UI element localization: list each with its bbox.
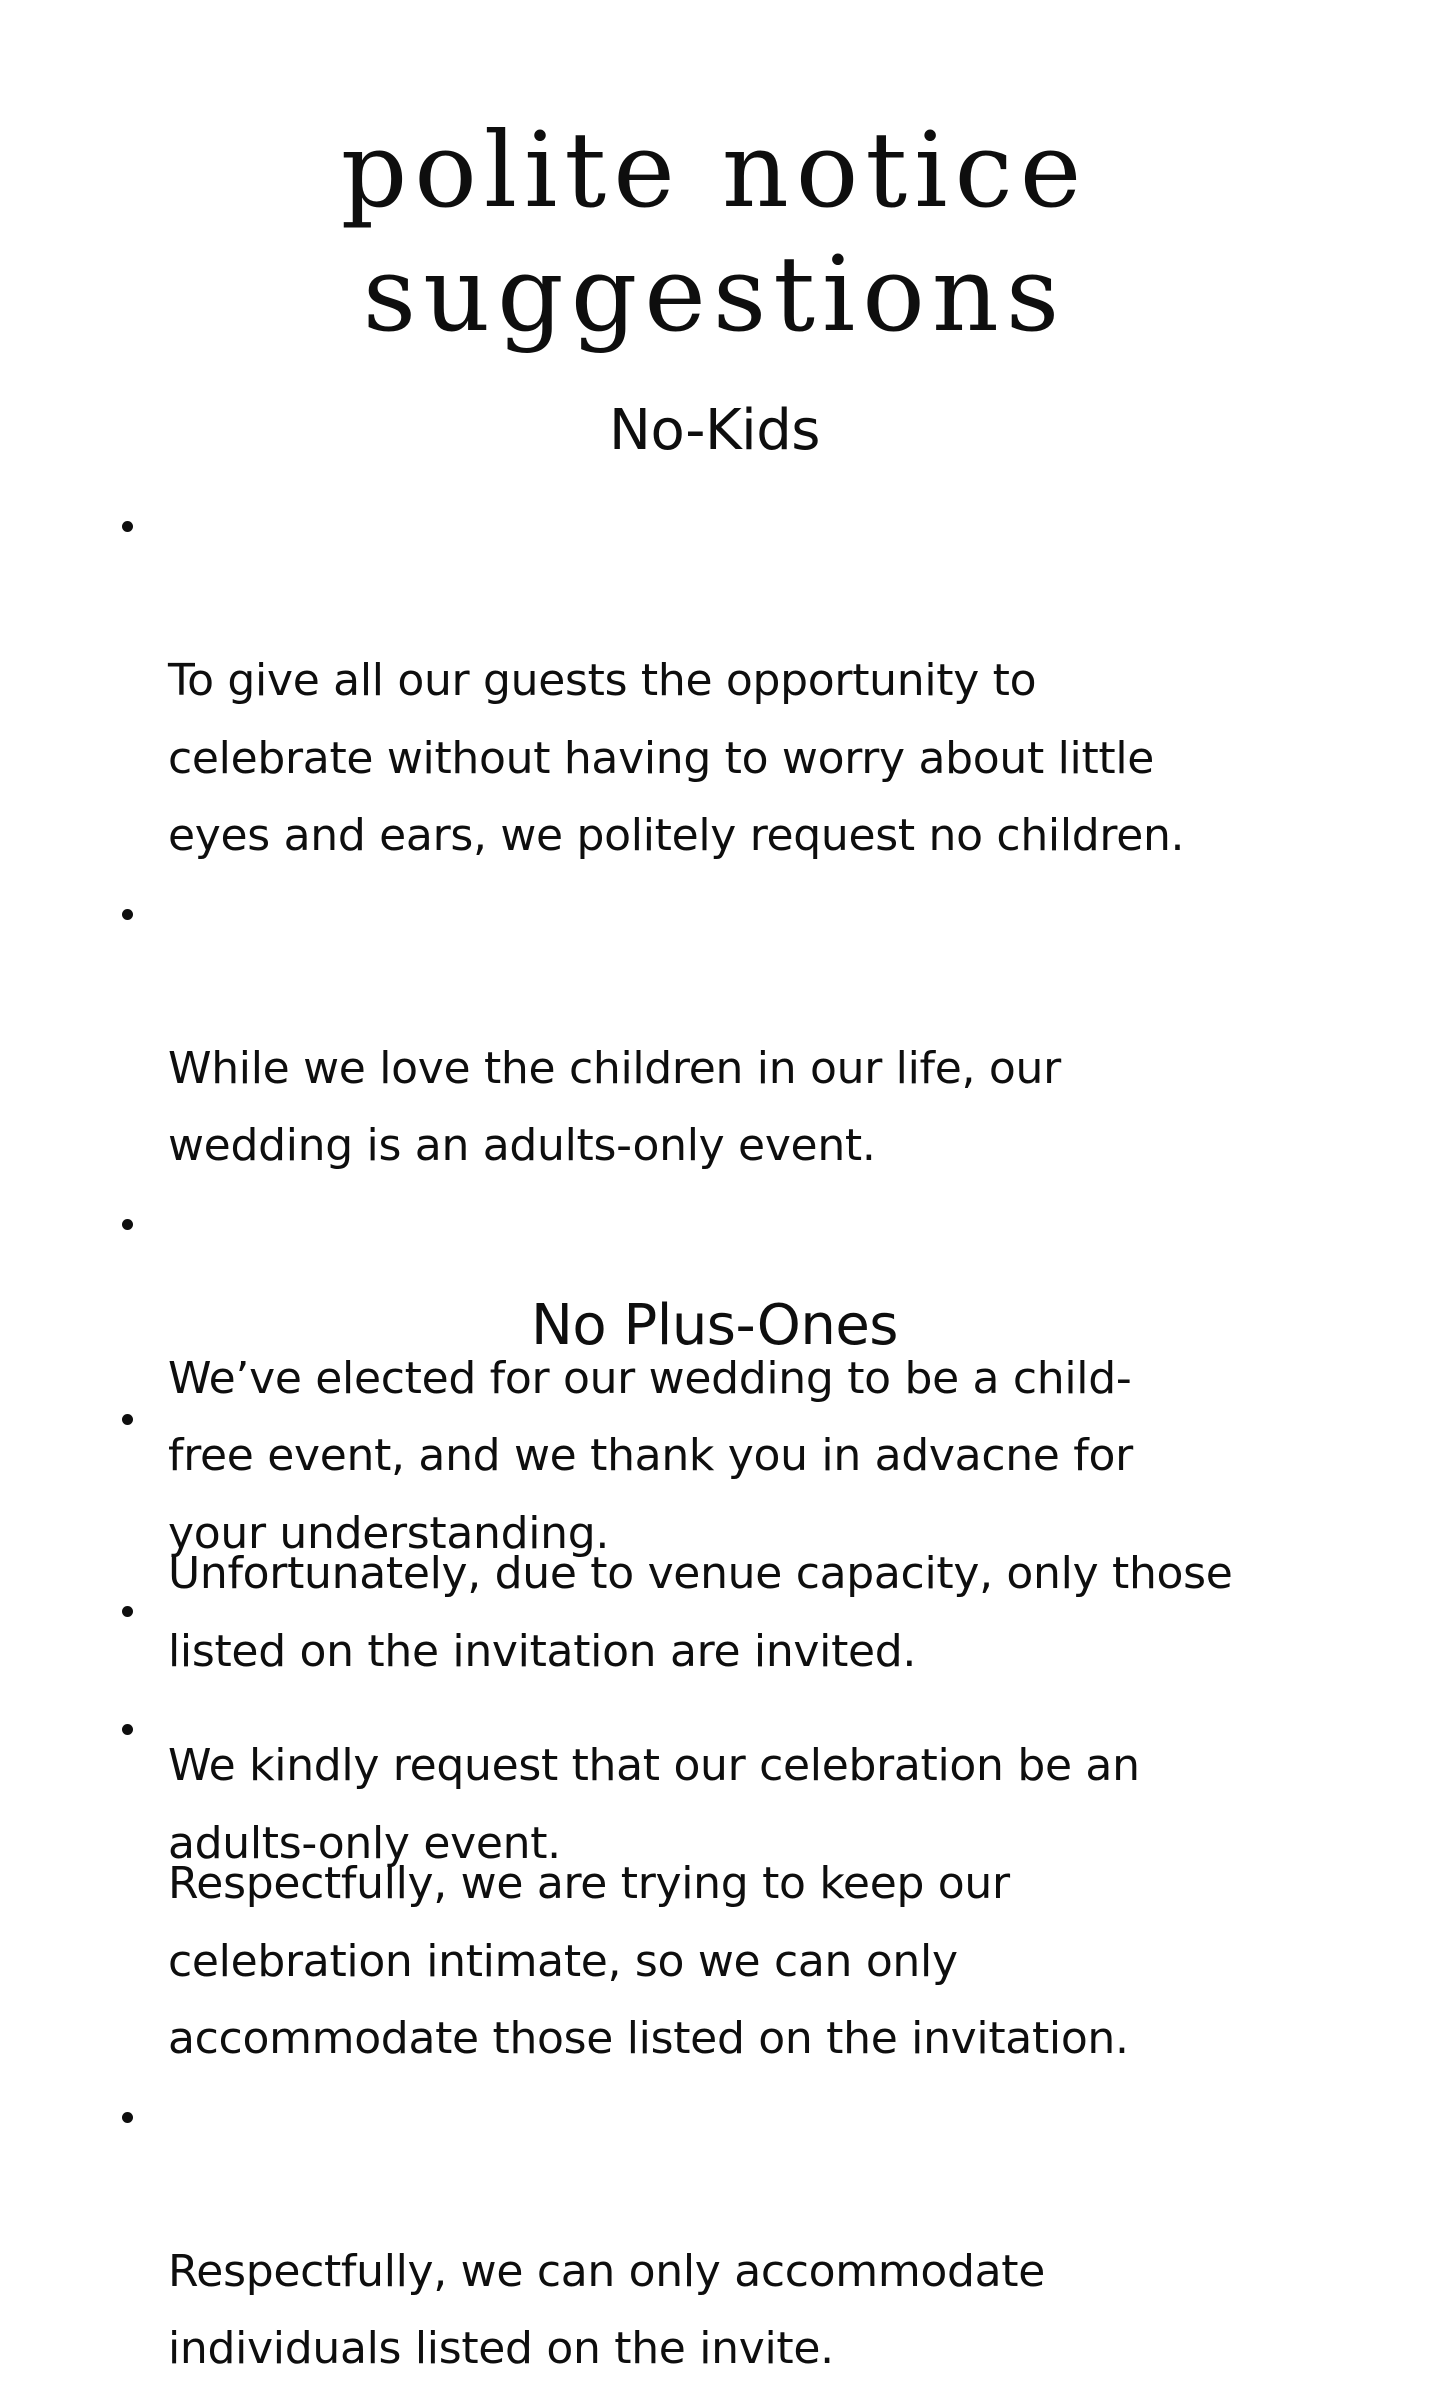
- list-item-text: We kindly request that our celebration be an adults-only event.: [168, 1740, 1140, 1869]
- list-item: [168, 1690, 1368, 2078]
- bullet-icon: [122, 1606, 133, 1617]
- bullet-icon: [122, 1219, 133, 1230]
- bullet-icon: [122, 521, 133, 532]
- list-item-text: While we love the children in our life, our wedding is an adults-only event.: [168, 1042, 1061, 1171]
- bullet-icon: [122, 1414, 133, 1425]
- list-item: [168, 1380, 1368, 1690]
- title-line-2: suggestions: [362, 233, 1067, 355]
- list-item: [168, 875, 1368, 1185]
- bullet-icon: [122, 1724, 133, 1735]
- list-item-text: We’ve elected for our wedding to be a child- free event, and we thank you in advacne for your understanding.: [168, 1352, 1133, 1559]
- page-title: [0, 108, 1429, 356]
- no-plus-ones-list: [168, 1380, 1368, 2388]
- bullet-icon: [122, 2112, 133, 2123]
- list-item: [168, 487, 1368, 875]
- list-item-text: Respectfully, we can only accommodate individuals listed on the invite.: [168, 2245, 1046, 2374]
- list-item-text: To give all our guests the opportunity to celebrate without having to worry about little eyes and ears, we politely request no children.: [168, 655, 1185, 861]
- list-item: [168, 2078, 1368, 2388]
- section-heading-no-plus-ones: No Plus-Ones: [531, 1293, 898, 1358]
- section-heading-no-kids: No-Kids: [609, 398, 820, 463]
- bullet-icon: [122, 909, 133, 920]
- title-line-1: polite notice: [340, 109, 1089, 231]
- list-item-text: Unfortunately, due to venue capacity, only those listed on the invitation are invited.: [168, 1548, 1233, 1677]
- list-item-text: Respectfully, we are trying to keep our celebration intimate, so we can only accommodate those listed on the invitation.: [168, 1858, 1129, 2064]
